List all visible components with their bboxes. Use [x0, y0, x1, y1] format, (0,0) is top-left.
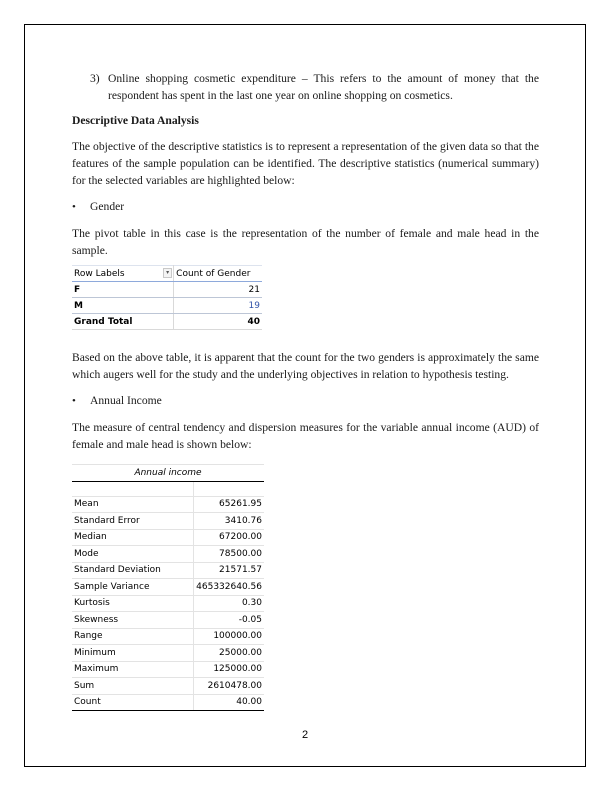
- paragraph-gender-conclusion: Based on the above table, it is apparent that the count for the two genders is approximately the same which augers well for the study and the underlying objectives in relation to hypothesis testing.: [72, 351, 539, 381]
- numbered-item: [72, 70, 539, 104]
- stat-label: Mean: [72, 496, 194, 513]
- item-text: Online shopping cosmetic expenditure – This refers to the amount of money that the respondent has spent in the last one year on online shopping on cosmetics.: [108, 72, 539, 102]
- stat-label: Count: [72, 694, 194, 711]
- table-row: [72, 546, 264, 563]
- blank-cell: [72, 481, 194, 496]
- stat-label: Minimum: [72, 645, 194, 662]
- blank-row: [72, 481, 264, 496]
- stat-value: 21571.57: [194, 562, 264, 579]
- item-number: 3): [90, 72, 100, 85]
- bullet-icon: •: [72, 395, 76, 407]
- stats-title: Annual income: [72, 465, 264, 482]
- pivot-header-row: [72, 266, 262, 282]
- paragraph-income-intro: The measure of central tendency and dispersion measures for the variable annual income (AUD) of female and male head is shown below:: [72, 421, 539, 451]
- grand-total-row: [72, 314, 262, 330]
- stat-value: 67200.00: [194, 529, 264, 546]
- table-row: [72, 678, 264, 695]
- stat-label: Standard Deviation: [72, 562, 194, 579]
- stat-label: Median: [72, 529, 194, 546]
- stat-value: 40.00: [194, 694, 264, 711]
- table-row: [72, 529, 264, 546]
- table-row: [72, 595, 264, 612]
- table-row: [72, 496, 264, 513]
- grand-total-value: 40: [174, 314, 262, 330]
- table-row: [72, 513, 264, 530]
- stat-label: Mode: [72, 546, 194, 563]
- row-label: F: [72, 282, 174, 298]
- stat-value: 25000.00: [194, 645, 264, 662]
- pivot-header-row-labels[interactable]: Row Labels ▾: [72, 266, 174, 282]
- bullet-icon: •: [72, 201, 76, 213]
- stat-value: 100000.00: [194, 628, 264, 645]
- stat-value: 3410.76: [194, 513, 264, 530]
- gender-pivot-table: [72, 265, 262, 330]
- stat-value: 465332640.56: [194, 579, 264, 596]
- filter-dropdown-icon[interactable]: ▾: [163, 268, 172, 278]
- stat-value: 78500.00: [194, 546, 264, 563]
- table-row: [72, 645, 264, 662]
- bullet-label: Annual Income: [90, 394, 162, 407]
- stat-value: -0.05: [194, 612, 264, 629]
- table-row: [72, 661, 264, 678]
- stat-label: Standard Error: [72, 513, 194, 530]
- stats-title-row: [72, 465, 264, 482]
- table-row: [72, 612, 264, 629]
- row-value: 21: [174, 282, 262, 298]
- stat-value: 125000.00: [194, 661, 264, 678]
- paragraph-pivot-intro: The pivot table in this case is the representation of the number of female and male head in the sample.: [72, 227, 539, 257]
- row-label: M: [72, 298, 174, 314]
- pivot-header-count: Count of Gender: [174, 266, 262, 282]
- bullet-annual-income: [72, 392, 539, 410]
- stat-label: Sum: [72, 678, 194, 695]
- table-row: [72, 562, 264, 579]
- stat-label: Range: [72, 628, 194, 645]
- table-row: [72, 694, 264, 711]
- stat-label: Skewness: [72, 612, 194, 629]
- page-number: 2: [302, 729, 309, 741]
- table-row: [72, 579, 264, 596]
- annual-income-stats-table: [72, 464, 264, 711]
- bullet-gender: [72, 198, 539, 216]
- stat-label: Sample Variance: [72, 579, 194, 596]
- table-row: [72, 282, 262, 298]
- grand-total-label: Grand Total: [72, 314, 174, 330]
- stat-value: 2610478.00: [194, 678, 264, 695]
- stat-value: 0.30: [194, 595, 264, 612]
- table-row: [72, 298, 262, 314]
- row-value: 19: [174, 298, 262, 314]
- stat-label: Maximum: [72, 661, 194, 678]
- stat-label: Kurtosis: [72, 595, 194, 612]
- stat-value: 65261.95: [194, 496, 264, 513]
- table-row: [72, 628, 264, 645]
- bullet-label: Gender: [90, 200, 125, 213]
- section-heading: Descriptive Data Analysis: [72, 114, 199, 127]
- paragraph-objective: The objective of the descriptive statistics is to represent a representation of the given data so that the features of the sample population can be identified. The descriptive statistics (numerical summary) for the selected variables are highlighted below:: [72, 140, 539, 187]
- blank-cell: [194, 481, 264, 496]
